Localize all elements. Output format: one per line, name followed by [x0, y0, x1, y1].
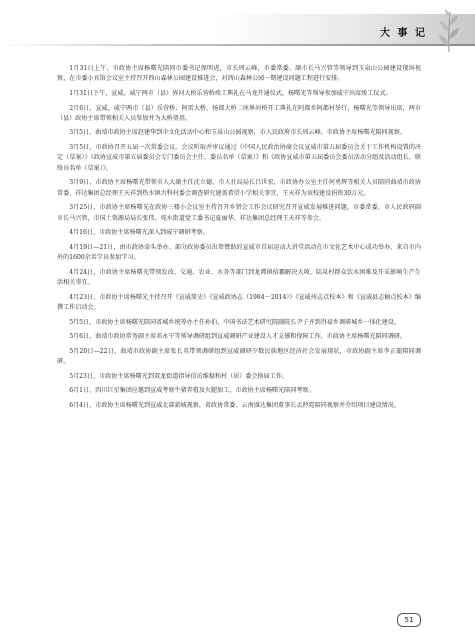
- chronicle-entry: 5月20日—22日，曲靖市政协副主席张长英带领调研组到宣威调研少数民族地区经济社会发展现状，市政协副主席李正聪陪同调研。: [57, 347, 421, 366]
- chronicle-entry: 5月23日，市政协主席杨曙光到双龙街道指导信访维稳和村（居）委会换届工作。: [69, 372, 289, 380]
- chronicle-body: [57, 64, 421, 415]
- leaf-ornament-icon: [432, 6, 466, 54]
- chronicle-entry: 3月9日，市政协主席杨曙光带领市人大副主任沈立德，市人社局局长吕世宏，市政协办公室主任何勇辉等相关人员陪同曲靖市政协常委、祥达集团总经理王天祥到热水镇古科村委会调查研究建盖希望小学相关事宜，王天祥为该校建设捐资30万元。: [57, 179, 421, 197]
- chronicle-entry: 3月5日，曲靖市政协主席赵建华到市文化活动中心和玉泉山公园视察，市人民政府市长周云峰、市政协主席杨曙光陪同视察。: [69, 129, 407, 137]
- chronicle-entry: 6月1日，四川巨星集团应邀到宣威考察牛猪养殖及火腿加工，市政协主席杨曙光陪同考察。: [69, 387, 315, 395]
- chronicle-entry: 4月23日，市政协主席杨曙光主持召开《宣威简史》《宣威政协志（1984～2014）》《宣威州志点校本》和《宣威县志稿点校本》编撰工作启动会。: [57, 293, 421, 312]
- page-header: [0, 0, 475, 62]
- chronicle-entry: 5月5日，市政协主席杨曙光陪同省城乡统筹办主任孙伯、中国书法艺术研究院副院长尹子齐到得禄乡调研城乡一体化建设。: [69, 318, 400, 326]
- chronicle-entry: 3月25日，市政协主席杨曙光在政协三楼小会议室主持召开乡贤会工作会议研究召开宣威发展推进问题，市委常委、市人民政府副市长马兴管，市国土资源局局长张伟、宛水街道党工委书记夏丽华，祥达集团总经理王天祥等参会。: [57, 204, 421, 222]
- chronicle-entry: 3月5日，市政协召开五届一次常委会议。会议听取并审议通过《中国人民政治协商会议宣威市第五届委员会关于工作机构设置的决定（草案）》《政协宣威市第五届委员会专门委员会主任、委员名单（草案）》和《政协宣威市第五届委员会委员活动分组及活动组长、联络员名单（草案）》。: [57, 144, 421, 172]
- chronicle-entry: 4月19日—21日，由市政协牵头举办、部分政协委员出资赞助的宣威市首届运动大讲堂活动在市文化艺术中心成功举办，来自市内外的1600余名学员参加学习。: [57, 243, 421, 262]
- header-rule: [0, 44, 475, 46]
- chronicle-entry: 5月6日，曲靖市政协常务副主席邓永宁等领导调研组到宣威调研产业建设人才支撑和保障工作，市政协主席杨曙光陪同调研。: [69, 333, 407, 341]
- chronicle-entry: 2月6日，宣威、威宁两市（县）乐营桥、阿雷大桥、扬郎大桥二座界河桥开工典礼在阿都乡阿都村举行，杨曙光等领导出席，两市（县）政协主席带领相关人员参加并为大桥奠基。: [57, 104, 421, 122]
- chronicle-entry: 1月31日上午，市政协主席杨曙光陪同市委书记保明虎，市长周云峰，市委常委、副市长马兴管等领导到玉泉山公园建设现场视察，在市委小宾馆会议室主持召开西山森林公园建设推进会，对西山森林公园一期建设问题工程进行安排。: [57, 65, 421, 83]
- chronicle-entry: 6月4日，市政协主席杨曙光到宣威北部新城视察，省政协常委、云南盛达集团董事长孟矜霓陪同视察并介绍项目建设情况。: [69, 401, 400, 409]
- page-number: 51: [397, 613, 421, 627]
- section-title: 大 事 记: [380, 28, 427, 39]
- chronicle-entry: 4月16日，市政协主席杨曙光深入到威宁调研考察。: [69, 229, 209, 237]
- chronicle-entry: 4月24日，市政协主席杨曙光带领发改、交通、农业、水务等部门到龙潭镇拾霸解决大坡、陆泉村群众饮水困难及开采影响生产生活相关事宜。: [57, 268, 421, 287]
- chronicle-entry: 1月31日下午，宣威、威宁两市（县）界河大桥乐营桥竣工典礼在马龙开通仪式，杨曙光等领导参加威宁出席竣工仪式。: [69, 89, 392, 97]
